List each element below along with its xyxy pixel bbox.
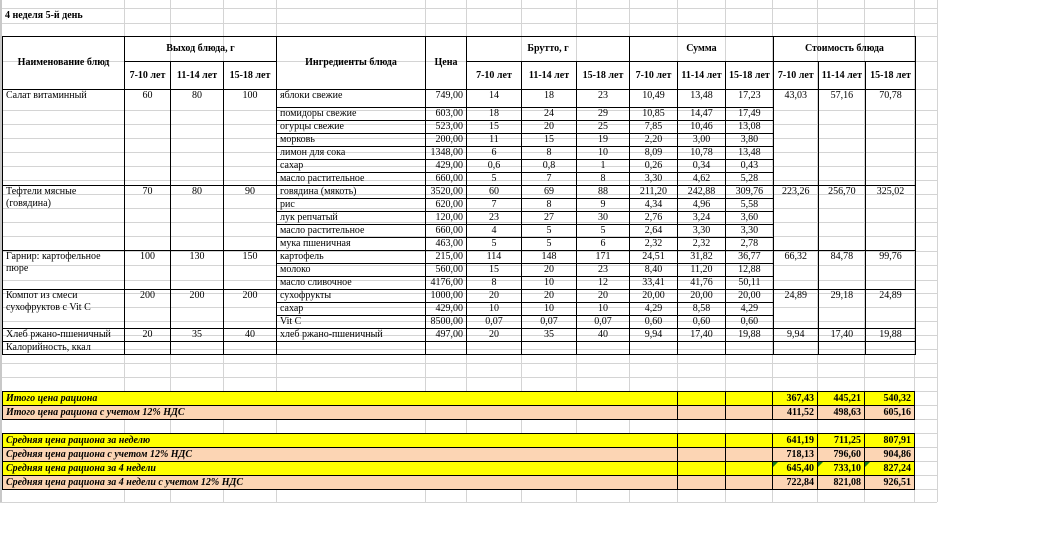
ingredient-sum[interactable]: 4,34 (630, 199, 678, 212)
ingredient-sum[interactable]: 4,29 (726, 303, 774, 316)
header-output-age-1[interactable]: 7-10 лет (125, 62, 171, 90)
calories-cell[interactable] (866, 342, 916, 355)
totals-value[interactable]: 605,16 (865, 406, 915, 420)
ingredient-sum[interactable]: 8,40 (630, 264, 678, 277)
totals-value[interactable]: 796,60 (818, 448, 865, 462)
calories-cell[interactable] (678, 342, 726, 355)
menu-table (2, 36, 916, 355)
ingredient-sum[interactable]: 0,60 (726, 316, 774, 329)
ingredient-sum[interactable]: 3,80 (726, 134, 774, 147)
ingredient-sum[interactable]: 50,11 (726, 277, 774, 290)
ingredient-price[interactable]: 497,00 (426, 329, 467, 342)
blank-cell[interactable] (773, 420, 818, 434)
ingredient-sum[interactable]: 0,60 (678, 316, 726, 329)
dish-name[interactable]: Хлеб ржано-пшеничный (3, 329, 125, 342)
ingredient-price[interactable]: 3520,00 (426, 186, 467, 199)
totals-empty-cell[interactable] (678, 448, 726, 462)
table-row (3, 90, 916, 108)
ingredient-sum[interactable]: 3,24 (678, 212, 726, 225)
ingredient-price[interactable]: 603,00 (426, 108, 467, 121)
header-ingredients[interactable]: Ингредиенты блюда (277, 37, 426, 90)
totals-value[interactable]: 718,13 (773, 448, 818, 462)
ingredient-brutto[interactable]: 20 (467, 329, 522, 342)
header-sum-age-1[interactable]: 7-10 лет (630, 62, 678, 90)
totals-table (2, 391, 915, 490)
ingredient-sum[interactable]: 242,88 (678, 186, 726, 199)
totals-empty-cell[interactable] (678, 392, 726, 406)
ingredient-sum[interactable]: 4,29 (630, 303, 678, 316)
ingredient-sum[interactable]: 3,60 (726, 212, 774, 225)
ingredient-sum[interactable]: 13,48 (726, 147, 774, 160)
ingredient-brutto[interactable]: 18 (467, 108, 522, 121)
ingredient-brutto[interactable]: 18 (522, 90, 577, 108)
totals-label[interactable]: Средняя цена рациона за 4 недели с учетом 12% НДС (3, 476, 678, 490)
blank-cell[interactable] (818, 420, 865, 434)
ingredient-sum[interactable]: 0,43 (726, 160, 774, 173)
calories-cell[interactable] (224, 342, 277, 355)
ingredient-sum[interactable]: 33,41 (630, 277, 678, 290)
ingredient-brutto[interactable]: 29 (577, 108, 630, 121)
ingredient-name[interactable]: огурцы свежие (277, 121, 426, 134)
totals-value[interactable]: 445,21 (818, 392, 865, 406)
header-brutto-age-1[interactable]: 7-10 лет (467, 62, 522, 90)
totals-label[interactable]: Средняя цена рациона с учетом 12% НДС (3, 448, 678, 462)
totals-value[interactable]: 733,10 (818, 462, 865, 476)
calories-cell[interactable] (577, 342, 630, 355)
ingredient-brutto[interactable]: 20 (577, 290, 630, 303)
header-brutto-age-2[interactable]: 11-14 лет (522, 62, 577, 90)
header-output[interactable]: Выход блюда, г (125, 37, 277, 62)
totals-empty-cell[interactable] (726, 462, 773, 476)
dish-cost[interactable]: 17,40 (818, 329, 865, 342)
ingredient-brutto[interactable]: 9 (577, 199, 630, 212)
dish-output[interactable]: 200 (125, 290, 171, 329)
ingredient-sum[interactable]: 13,08 (726, 121, 774, 134)
table-row (3, 186, 916, 199)
ingredient-brutto[interactable]: 1 (577, 160, 630, 173)
ingredient-sum[interactable]: 2,76 (630, 212, 678, 225)
ingredient-price[interactable]: 120,00 (426, 212, 467, 225)
ingredient-name[interactable]: говядина (мякоть) (277, 186, 426, 199)
dish-cost[interactable]: 24,89 (773, 290, 818, 329)
ingredient-name[interactable]: яблоки свежие (277, 90, 426, 108)
ingredient-name[interactable]: мука пшеничная (277, 238, 426, 251)
dish-cost[interactable]: 256,70 (818, 186, 865, 251)
ingredient-brutto[interactable]: 88 (577, 186, 630, 199)
dish-output[interactable]: 20 (125, 329, 171, 342)
ingredient-price[interactable]: 660,00 (426, 173, 467, 186)
ingredient-brutto[interactable]: 7 (467, 199, 522, 212)
table-row (3, 290, 916, 303)
ingredient-sum[interactable]: 36,77 (726, 251, 774, 264)
ingredient-brutto[interactable]: 8 (467, 277, 522, 290)
calories-cell[interactable] (522, 342, 577, 355)
totals-value[interactable]: 411,52 (773, 406, 818, 420)
dish-cost[interactable]: 325,02 (866, 186, 916, 251)
ingredient-brutto[interactable]: 60 (467, 186, 522, 199)
totals-label[interactable]: Итого цена рациона (3, 392, 678, 406)
header-output-age-2[interactable]: 11-14 лет (171, 62, 224, 90)
ingredient-brutto[interactable]: 6 (467, 147, 522, 160)
calories-cell[interactable] (277, 342, 426, 355)
calories-cell[interactable] (630, 342, 678, 355)
ingredient-brutto[interactable]: 10 (467, 303, 522, 316)
blank-cell[interactable] (678, 420, 726, 434)
ingredient-brutto[interactable]: 8 (522, 147, 577, 160)
ingredient-sum[interactable]: 2,20 (630, 134, 678, 147)
ingredient-name[interactable]: рис (277, 199, 426, 212)
ingredient-brutto[interactable]: 25 (577, 121, 630, 134)
ingredient-brutto[interactable]: 5 (577, 225, 630, 238)
ingredient-price[interactable]: 620,00 (426, 199, 467, 212)
header-sum[interactable]: Сумма (630, 37, 774, 62)
ingredient-name[interactable]: масло растительное (277, 225, 426, 238)
totals-value[interactable]: 498,63 (818, 406, 865, 420)
dish-output[interactable]: 100 (125, 251, 171, 290)
ingredient-name[interactable]: масло растительное (277, 173, 426, 186)
totals-row (3, 406, 915, 420)
dish-output[interactable]: 80 (171, 90, 224, 186)
totals-value[interactable]: 926,51 (865, 476, 915, 490)
ingredient-price[interactable]: 200,00 (426, 134, 467, 147)
totals-row (3, 476, 915, 490)
ingredient-sum[interactable]: 0,34 (678, 160, 726, 173)
ingredient-name[interactable]: молоко (277, 264, 426, 277)
dish-cost[interactable]: 57,16 (818, 90, 865, 186)
ingredient-brutto[interactable]: 20 (522, 121, 577, 134)
ingredient-sum[interactable]: 10,49 (630, 90, 678, 108)
dish-output[interactable]: 35 (171, 329, 224, 342)
totals-value[interactable]: 711,25 (818, 434, 865, 448)
table-row (3, 329, 916, 342)
ingredient-brutto[interactable]: 15 (467, 121, 522, 134)
header-dish-name[interactable]: Наименование блюд (3, 37, 125, 90)
calories-cell[interactable] (726, 342, 774, 355)
dish-output[interactable]: 80 (171, 186, 224, 251)
ingredient-price[interactable]: 429,00 (426, 160, 467, 173)
ingredient-sum[interactable]: 11,20 (678, 264, 726, 277)
ingredient-name[interactable]: хлеб ржано-пшеничный (277, 329, 426, 342)
ingredient-brutto[interactable]: 8 (577, 173, 630, 186)
gridline-h (0, 8, 937, 9)
ingredient-brutto[interactable]: 10 (577, 147, 630, 160)
totals-label[interactable]: Средняя цена рациона за 4 недели (3, 462, 678, 476)
ingredient-name[interactable]: масло сливочное (277, 277, 426, 290)
ingredient-sum[interactable]: 10,78 (678, 147, 726, 160)
gridline-v (937, 0, 938, 502)
ingredient-price[interactable]: 1348,00 (426, 147, 467, 160)
ingredient-brutto[interactable]: 0,07 (467, 316, 522, 329)
totals-empty-cell[interactable] (726, 392, 773, 406)
ingredient-price[interactable]: 4176,00 (426, 277, 467, 290)
dish-cost[interactable]: 9,94 (773, 329, 818, 342)
ingredient-brutto[interactable]: 0,8 (522, 160, 577, 173)
dish-cost[interactable]: 223,26 (773, 186, 818, 251)
ingredient-brutto[interactable]: 15 (522, 134, 577, 147)
ingredient-sum[interactable]: 0,26 (630, 160, 678, 173)
ingredient-sum[interactable]: 3,30 (726, 225, 774, 238)
ingredient-sum[interactable]: 211,20 (630, 186, 678, 199)
dish-output[interactable]: 40 (224, 329, 277, 342)
ingredient-sum[interactable]: 24,51 (630, 251, 678, 264)
dish-cost[interactable]: 19,88 (866, 329, 916, 342)
ingredient-brutto[interactable]: 4 (467, 225, 522, 238)
ingredient-sum[interactable]: 2,64 (630, 225, 678, 238)
ingredient-brutto[interactable]: 114 (467, 251, 522, 264)
ingredient-brutto[interactable]: 7 (522, 173, 577, 186)
dish-name[interactable]: Компот из смеси сухофруктов с Vit C (3, 290, 125, 329)
totals-row (3, 434, 915, 448)
ingredient-sum[interactable]: 3,30 (678, 225, 726, 238)
dish-output[interactable]: 60 (125, 90, 171, 186)
dish-output[interactable]: 90 (224, 186, 277, 251)
dish-cost[interactable]: 84,78 (818, 251, 865, 290)
sheet-title[interactable]: 4 неделя 5-й день (5, 10, 83, 21)
ingredient-sum[interactable]: 5,28 (726, 173, 774, 186)
ingredient-brutto[interactable]: 30 (577, 212, 630, 225)
ingredient-sum[interactable]: 41,76 (678, 277, 726, 290)
dish-output[interactable]: 130 (171, 251, 224, 290)
ingredient-brutto[interactable]: 15 (467, 264, 522, 277)
ingredient-price[interactable]: 215,00 (426, 251, 467, 264)
ingredient-brutto[interactable]: 24 (522, 108, 577, 121)
ingredient-sum[interactable]: 0,60 (630, 316, 678, 329)
calories-cell[interactable] (125, 342, 171, 355)
blank-row (3, 420, 915, 434)
calories-cell[interactable] (467, 342, 522, 355)
ingredient-price[interactable]: 749,00 (426, 90, 467, 108)
ingredient-price[interactable]: 560,00 (426, 264, 467, 277)
dish-name[interactable]: Салат витаминный (3, 90, 125, 186)
header-cost-age-3[interactable]: 15-18 лет (866, 62, 916, 90)
totals-label[interactable]: Средняя цена рациона за неделю (3, 434, 678, 448)
ingredient-sum[interactable]: 3,00 (678, 134, 726, 147)
dish-cost[interactable]: 29,18 (818, 290, 865, 329)
header-sum-age-3[interactable]: 15-18 лет (726, 62, 774, 90)
dish-output[interactable]: 200 (224, 290, 277, 329)
header-cost[interactable]: Стоимость блюда (773, 37, 915, 62)
ingredient-name[interactable]: помидоры свежие (277, 108, 426, 121)
totals-row (3, 392, 915, 406)
ingredient-brutto[interactable]: 5 (467, 173, 522, 186)
ingredient-brutto[interactable]: 19 (577, 134, 630, 147)
header-cost-age-2[interactable]: 11-14 лет (818, 62, 865, 90)
ingredient-brutto[interactable]: 12 (577, 277, 630, 290)
gridline-h (0, 502, 937, 503)
dish-name[interactable]: Тефтели мясные (говядина) (3, 186, 125, 251)
ingredient-brutto[interactable]: 10 (577, 303, 630, 316)
ingredient-brutto[interactable]: 8 (522, 199, 577, 212)
ingredient-price[interactable]: 523,00 (426, 121, 467, 134)
totals-value[interactable]: 821,08 (818, 476, 865, 490)
ingredient-sum[interactable]: 12,88 (726, 264, 774, 277)
ingredient-sum[interactable]: 8,09 (630, 147, 678, 160)
ingredient-sum[interactable]: 8,58 (678, 303, 726, 316)
ingredient-sum[interactable]: 5,58 (726, 199, 774, 212)
ingredient-sum[interactable]: 9,94 (630, 329, 678, 342)
ingredient-sum[interactable]: 20,00 (630, 290, 678, 303)
ingredient-brutto[interactable]: 35 (522, 329, 577, 342)
ingredient-name[interactable]: сахар (277, 303, 426, 316)
blank-cell[interactable] (3, 420, 678, 434)
ingredient-sum[interactable]: 19,88 (726, 329, 774, 342)
ingredient-sum[interactable]: 14,47 (678, 108, 726, 121)
header-brutto-age-3[interactable]: 15-18 лет (577, 62, 630, 90)
calories-row (3, 342, 916, 355)
ingredient-sum[interactable]: 17,49 (726, 108, 774, 121)
calories-cell[interactable] (818, 342, 865, 355)
totals-value[interactable]: 641,19 (773, 434, 818, 448)
totals-empty-cell[interactable] (678, 434, 726, 448)
ingredient-brutto[interactable]: 20 (467, 290, 522, 303)
ingredient-brutto[interactable]: 27 (522, 212, 577, 225)
ingredient-name[interactable]: сахар (277, 160, 426, 173)
ingredient-brutto[interactable]: 11 (467, 134, 522, 147)
ingredient-price[interactable]: 8500,00 (426, 316, 467, 329)
ingredient-brutto[interactable]: 10 (522, 277, 577, 290)
ingredient-name[interactable]: лук репчатый (277, 212, 426, 225)
ingredient-brutto[interactable]: 171 (577, 251, 630, 264)
totals-empty-cell[interactable] (726, 406, 773, 420)
dish-cost[interactable]: 66,32 (773, 251, 818, 290)
calories-cell[interactable] (426, 342, 467, 355)
dish-output[interactable]: 200 (171, 290, 224, 329)
ingredient-brutto[interactable]: 0,07 (522, 316, 577, 329)
gridline-h (0, 377, 937, 378)
ingredient-brutto[interactable]: 23 (467, 212, 522, 225)
header-sum-age-2[interactable]: 11-14 лет (678, 62, 726, 90)
totals-empty-cell[interactable] (678, 476, 726, 490)
ingredient-brutto[interactable]: 5 (522, 225, 577, 238)
ingredient-brutto[interactable]: 14 (467, 90, 522, 108)
dish-cost[interactable]: 24,89 (866, 290, 916, 329)
ingredient-name[interactable]: лимон для сока (277, 147, 426, 160)
ingredient-brutto[interactable]: 0,6 (467, 160, 522, 173)
ingredient-sum[interactable]: 10,85 (630, 108, 678, 121)
header-cost-age-1[interactable]: 7-10 лет (773, 62, 818, 90)
totals-empty-cell[interactable] (726, 476, 773, 490)
ingredient-price[interactable]: 660,00 (426, 225, 467, 238)
dish-name[interactable]: Гарнир: картофельное пюре (3, 251, 125, 290)
header-brutto[interactable]: Брутто, г (467, 37, 630, 62)
ingredient-price[interactable]: 1000,00 (426, 290, 467, 303)
totals-value[interactable]: 540,32 (865, 392, 915, 406)
ingredient-sum[interactable]: 17,40 (678, 329, 726, 342)
ingredient-name[interactable]: морковь (277, 134, 426, 147)
totals-empty-cell[interactable] (678, 406, 726, 420)
totals-empty-cell[interactable] (678, 462, 726, 476)
ingredient-sum[interactable]: 7,85 (630, 121, 678, 134)
header-output-age-3[interactable]: 15-18 лет (224, 62, 277, 90)
ingredient-brutto[interactable]: 69 (522, 186, 577, 199)
ingredient-sum[interactable]: 20,00 (726, 290, 774, 303)
ingredient-sum[interactable]: 13,48 (678, 90, 726, 108)
ingredient-sum[interactable]: 10,46 (678, 121, 726, 134)
ingredient-brutto[interactable]: 23 (577, 264, 630, 277)
totals-empty-cell[interactable] (726, 434, 773, 448)
ingredient-sum[interactable]: 2,78 (726, 238, 774, 251)
ingredient-name[interactable]: Vit C (277, 316, 426, 329)
ingredient-brutto[interactable]: 5 (467, 238, 522, 251)
ingredient-sum[interactable]: 17,23 (726, 90, 774, 108)
dish-cost[interactable]: 43,03 (773, 90, 818, 186)
ingredient-brutto[interactable]: 40 (577, 329, 630, 342)
ingredient-sum[interactable]: 4,62 (678, 173, 726, 186)
totals-row (3, 462, 915, 476)
gridline-h (0, 23, 937, 24)
ingredient-brutto[interactable]: 20 (522, 290, 577, 303)
ingredient-sum[interactable]: 20,00 (678, 290, 726, 303)
table-row (3, 251, 916, 264)
totals-value[interactable]: 904,86 (865, 448, 915, 462)
ingredient-sum[interactable]: 31,82 (678, 251, 726, 264)
ingredient-brutto[interactable]: 23 (577, 90, 630, 108)
totals-empty-cell[interactable] (726, 448, 773, 462)
dish-cost[interactable]: 99,76 (866, 251, 916, 290)
dish-output[interactable]: 70 (125, 186, 171, 251)
blank-cell[interactable] (726, 420, 773, 434)
ingredient-sum[interactable]: 3,30 (630, 173, 678, 186)
calories-cell[interactable] (171, 342, 224, 355)
totals-label[interactable]: Итого цена рациона с учетом 12% НДС (3, 406, 678, 420)
totals-value[interactable]: 827,24 (865, 462, 915, 476)
totals-value[interactable]: 645,40 (773, 462, 818, 476)
totals-value[interactable]: 367,43 (773, 392, 818, 406)
ingredient-name[interactable]: сухофрукты (277, 290, 426, 303)
ingredient-price[interactable]: 463,00 (426, 238, 467, 251)
dish-output[interactable]: 150 (224, 251, 277, 290)
ingredient-brutto[interactable]: 0,07 (577, 316, 630, 329)
ingredient-brutto[interactable]: 6 (577, 238, 630, 251)
ingredient-sum[interactable]: 309,76 (726, 186, 774, 199)
gridline-h (0, 363, 937, 364)
ingredient-brutto[interactable]: 5 (522, 238, 577, 251)
totals-value[interactable]: 722,84 (773, 476, 818, 490)
ingredient-sum[interactable]: 2,32 (630, 238, 678, 251)
calories-cell[interactable] (773, 342, 818, 355)
ingredient-brutto[interactable]: 10 (522, 303, 577, 316)
dish-cost[interactable]: 70,78 (866, 90, 916, 186)
dish-output[interactable]: 100 (224, 90, 277, 186)
ingredient-brutto[interactable]: 20 (522, 264, 577, 277)
ingredient-brutto[interactable]: 148 (522, 251, 577, 264)
totals-value[interactable]: 807,91 (865, 434, 915, 448)
ingredient-price[interactable]: 429,00 (426, 303, 467, 316)
calories-label[interactable]: Калорийность, ккал (3, 342, 125, 355)
ingredient-sum[interactable]: 4,96 (678, 199, 726, 212)
ingredient-name[interactable]: картофель (277, 251, 426, 264)
blank-cell[interactable] (865, 420, 915, 434)
totals-row (3, 448, 915, 462)
header-price[interactable]: Цена (426, 37, 467, 90)
ingredient-sum[interactable]: 2,32 (678, 238, 726, 251)
